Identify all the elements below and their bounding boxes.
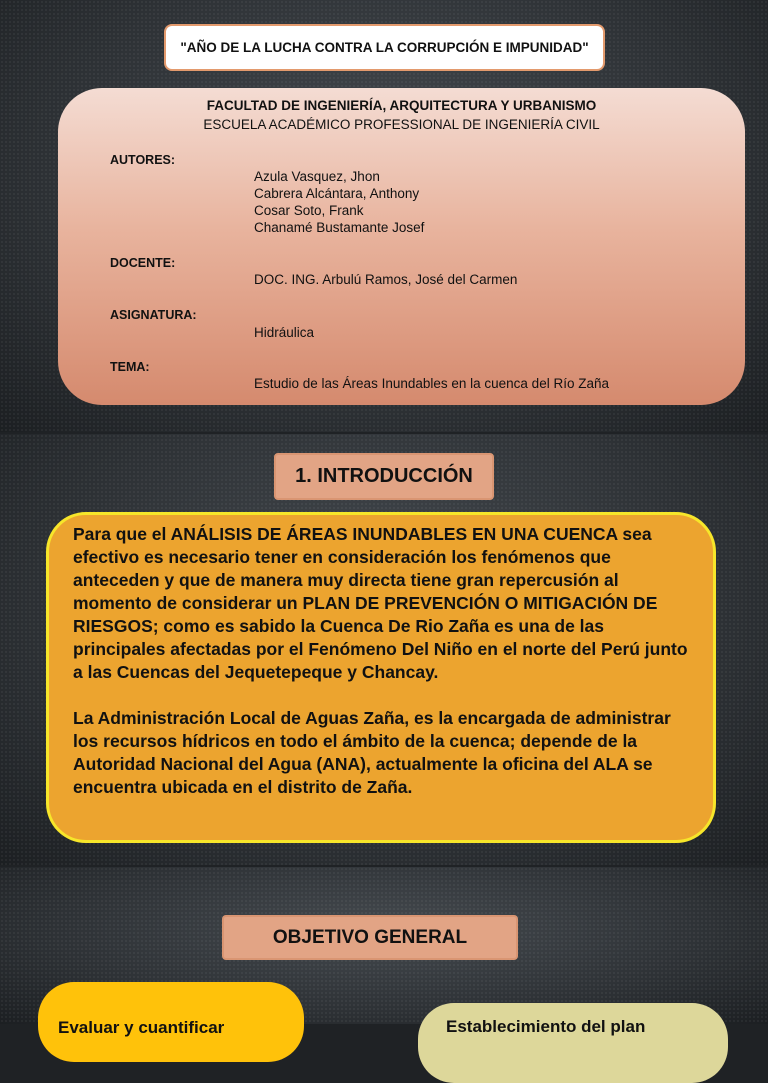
introduction-title: 1. INTRODUCCIÓN <box>274 453 494 500</box>
author-name: Cosar Soto, Frank <box>254 203 364 218</box>
objective-card-text: Evaluar y cuantificar <box>58 1018 225 1037</box>
introduction-card <box>46 512 716 843</box>
authors-label: AUTORES: <box>110 153 176 167</box>
introduction-slide <box>0 434 768 865</box>
author-name: Cabrera Alcántara, Anthony <box>254 186 420 201</box>
topic-label: TEMA: <box>110 360 150 374</box>
cover-info-card <box>58 88 745 405</box>
objective-card-text: Establecimiento del plan <box>446 1017 646 1036</box>
objective-card-right <box>418 1003 728 1083</box>
school-name: ESCUELA ACADÉMICO PROFESSIONAL DE INGENIERÍA CIVIL <box>203 117 600 132</box>
subject-value: Hidráulica <box>254 325 315 340</box>
objective-card-left <box>38 982 304 1062</box>
year-motto: "AÑO DE LA LUCHA CONTRA LA CORRUPCIÓN E IMPUNIDAD" <box>164 24 605 71</box>
subject-label: ASIGNATURA: <box>110 308 197 322</box>
author-name: Azula Vasquez, Jhon <box>254 169 380 184</box>
objective-title: OBJETIVO GENERAL <box>222 915 518 960</box>
introduction-paragraph: Para que el ANÁLISIS DE ÁREAS INUNDABLES EN UNA CUENCA sea efectivo es necesario tener en consideración los fenómenos que anteceden y que de manera muy directa tiene gran repercusión al momento de considerar un PLAN DE PREVENCIÓN O MITIGACIÓN DE RIESGOS; como es sabido la Cuenca De Rio Zaña es una de las principales afectadas por el Fenómeno Del Niño en el norte del Perú junto a las Cuencas del Jequetepeque y Chancay. <box>73 524 688 682</box>
objective-slide <box>0 867 768 1037</box>
topic-value: Estudio de las Áreas Inundables en la cuenca del Río Zaña <box>254 376 609 391</box>
teacher-label: DOCENTE: <box>110 256 176 270</box>
cover-slide <box>0 0 768 432</box>
faculty-name: FACULTAD DE INGENIERÍA, ARQUITECTURA Y URBANISMO <box>206 98 597 113</box>
introduction-paragraph: La Administración Local de Aguas Zaña, es la encargada de administrar los recursos hídricos en todo el ámbito de la cuenca; depende de la Autoridad Nacional del Agua (ANA), actualmente la oficina del ALA se encuentra ubicada en el distrito de Zaña. <box>73 708 671 797</box>
teacher-name: DOC. ING. Arbulú Ramos, José del Carmen <box>254 272 518 287</box>
author-name: Chanamé Bustamante Josef <box>254 220 425 235</box>
